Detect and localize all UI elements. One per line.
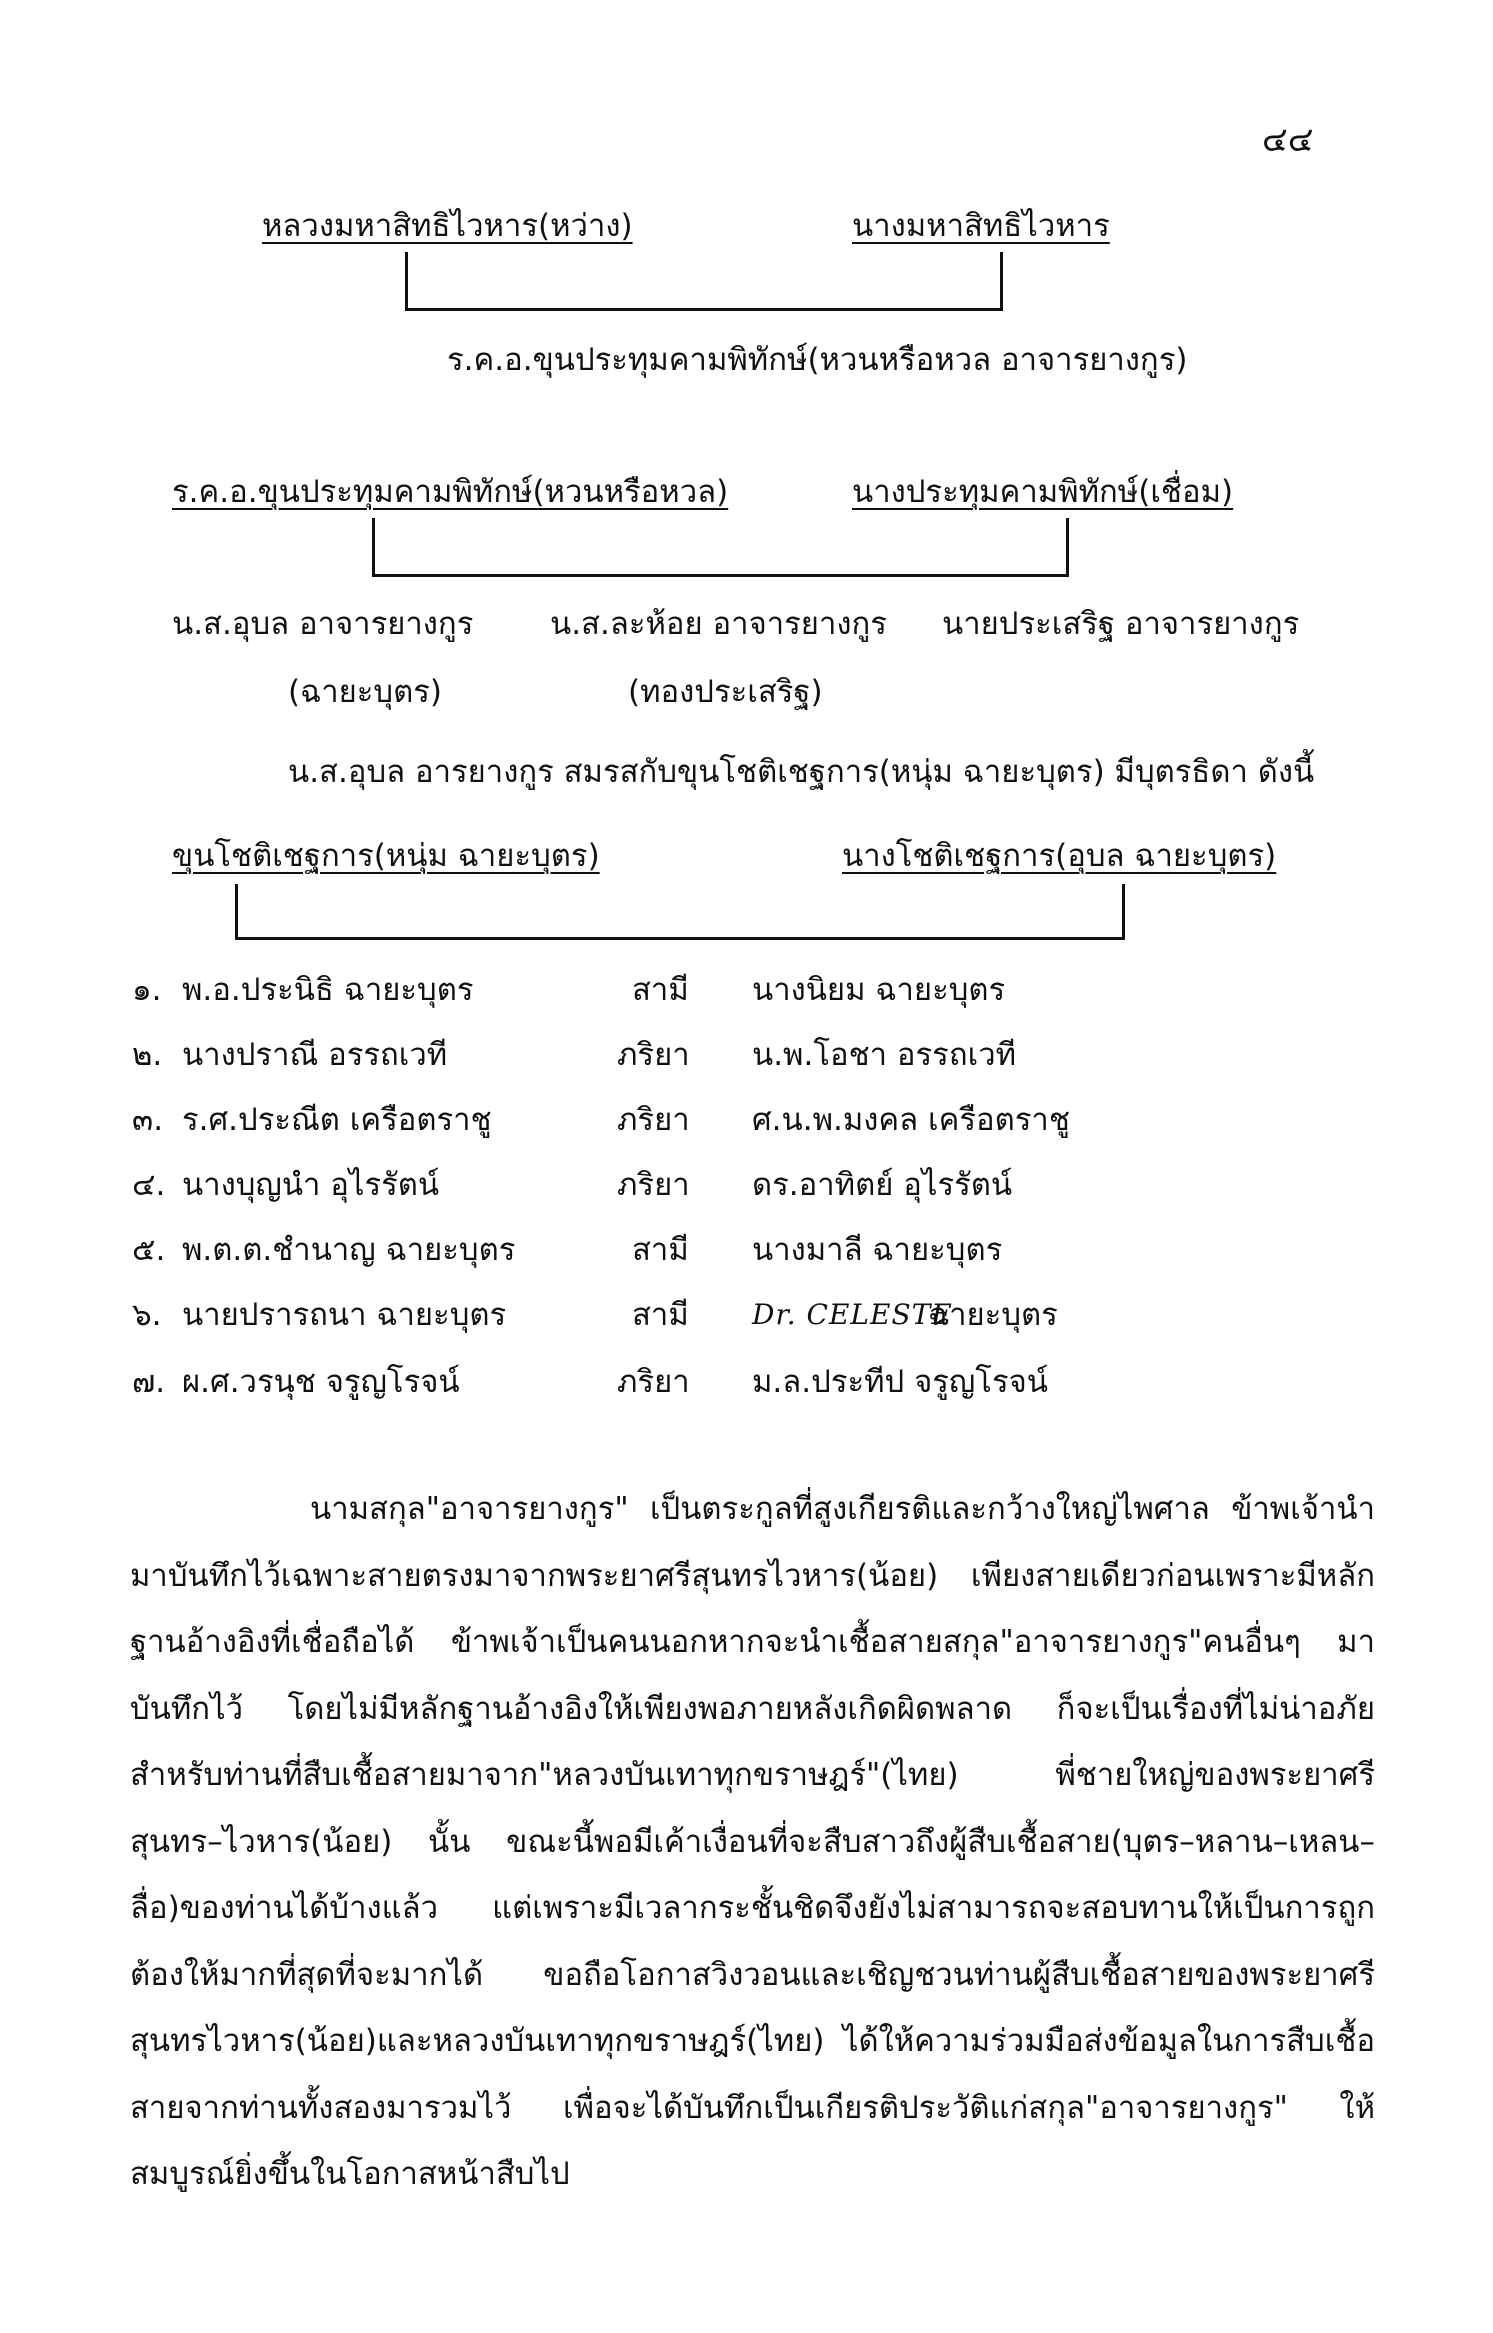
tree3-father: ขุนโชติเชฐการ(หนุ่ม ฉายะบุตร) xyxy=(172,838,600,874)
tree2-child-3: นายประเสริฐ อาจารยางกูร xyxy=(942,606,1300,642)
relation: สามี xyxy=(632,1297,689,1333)
child-name: นายปรารถนา ฉายะบุตร xyxy=(182,1297,507,1333)
child-name: นางบุญนำ อุไรรัตน์ xyxy=(182,1167,440,1203)
relation: สามี xyxy=(632,972,689,1008)
tree1-child: ร.ค.อ.ขุนประทุมคามพิทักษ์(หวนหรือหวล อาจารยางกูร) xyxy=(447,342,1188,378)
child-name: ผ.ศ.วรนุช จรูญโรจน์ xyxy=(182,1364,460,1400)
spouse-name: ดร.อาทิตย์ อุไรรัตน์ xyxy=(752,1167,1013,1203)
marriage-sentence: น.ส.อุบล อารยางกูร สมรสกับขุนโชติเชฐการ(หนุ่ม ฉายะบุตร) มีบุตรธิดา ดังนี้ xyxy=(288,754,1315,790)
spouse-handwritten: Dr. CELESTE xyxy=(752,1298,953,1331)
tree2-father: ร.ค.อ.ขุนประทุมคามพิทักษ์(หวนหรือหวล) xyxy=(172,474,729,510)
tree2-child-2-note: (ทองประเสริฐ) xyxy=(628,674,823,710)
tree3-left-drop xyxy=(235,884,238,939)
item-number: ๕. xyxy=(132,1232,166,1268)
tree2-child-1: น.ส.อุบล อาจารยางกูร xyxy=(172,606,474,642)
relation: ภริยา xyxy=(617,1364,690,1400)
spouse-surname: ฉายะบุตร xyxy=(928,1297,1058,1333)
tree1-bar xyxy=(405,308,1003,311)
spouse-name: นางมาลี ฉายะบุตร xyxy=(752,1232,1003,1268)
tree2-mother: นางประทุมคามพิทักษ์(เชื่อม) xyxy=(852,474,1234,510)
tree3-mother: นางโชติเชฐการ(อุบล ฉายะบุตร) xyxy=(842,838,1277,874)
item-number: ๑. xyxy=(132,972,162,1008)
item-number: ๒. xyxy=(132,1037,163,1073)
tree2-bar xyxy=(372,574,1069,577)
child-name: ร.ศ.ประณีต เครือตราชู xyxy=(182,1102,492,1138)
tree2-child-1-note: (ฉายะบุตร) xyxy=(288,674,442,710)
spouse-name: ศ.น.พ.มงคล เครือตราชู xyxy=(752,1102,1070,1138)
relation: ภริยา xyxy=(617,1037,690,1073)
page-number: ๔๔ xyxy=(1262,120,1314,160)
tree2-child-2: น.ส.ละห้อย อาจารยางกูร xyxy=(550,606,887,642)
tree1-left-drop xyxy=(405,252,408,310)
tree2-right-drop xyxy=(1066,518,1069,576)
spouse-name: น.พ.โอชา อรรถเวที xyxy=(752,1037,1017,1073)
tree1-mother: นางมหาสิทธิไวหาร xyxy=(852,208,1110,244)
tree3-bar xyxy=(235,937,1125,940)
item-number: ๓. xyxy=(132,1102,164,1138)
relation: ภริยา xyxy=(617,1102,690,1138)
item-number: ๗. xyxy=(132,1364,166,1400)
child-name: พ.อ.ประนิธิ ฉายะบุตร xyxy=(182,972,474,1008)
tree1-father: หลวงมหาสิทธิไวหาร(หว่าง) xyxy=(262,208,633,244)
item-number: ๖. xyxy=(132,1297,162,1333)
child-name: พ.ต.ต.ชำนาญ ฉายะบุตร xyxy=(182,1232,516,1268)
spouse-name: ม.ล.ประทีป จรูญโรจน์ xyxy=(752,1364,1048,1400)
child-name: นางปราณี อรรถเวที xyxy=(182,1037,448,1073)
spouse-name: นางนิยม ฉายะบุตร xyxy=(752,972,1006,1008)
tree1-right-drop xyxy=(1000,252,1003,310)
relation: สามี xyxy=(632,1232,689,1268)
tree2-left-drop xyxy=(372,518,375,576)
relation: ภริยา xyxy=(617,1167,690,1203)
body-paragraph: นามสกุล"อาจารยางกูร" เป็นตระกูลที่สูงเกียรติและกว้างใหญ่ไพศาล ข้าพเจ้านำมาบันทึกไว้เฉพาะสายตรงมาจากพระยาศรีสุนทรไวหาร(น้อย) เพียงสายเดียวก่อนเพราะมีหลักฐานอ้างอิงที่เชื่อถือได้ ข้าพเจ้าเป็นคนนอกหากจะนำเชื้อสายสกุล"อาจารยางกูร"คนอื่นๆ มาบันทึกไว้ โดยไม่มีหลักฐานอ้างอิงให้เพียงพอภายหลังเกิดผิดพลาด ก็จะเป็นเรื่องที่ไม่น่าอภัยสำหรับท่านที่สืบเชื้อสายมาจาก"หลวงบันเทาทุกขราษฎร์"(ไทย) พี่ชายใหญ่ของพระยาศรีสุนทร–ไวหาร(น้อย) นั้น ขณะนี้พอมีเค้าเงื่อนที่จะสืบสาวถึงผู้สืบเชื้อสาย(บุตร–หลาน–เหลน–ลื่อ)ของท่านได้บ้างแล้ว แต่เพราะมีเวลากระชั้นชิดจึงยังไม่สามารถจะสอบทานให้เป็นการถูกต้องให้มากที่สุดที่จะมากได้ ขอถือโอกาสวิงวอนและเชิญชวนท่านผู้สืบเชื้อสายของพระยาศรีสุนทรไวหาร(น้อย)และหลวงบันเทาทุกขราษฎร์(ไทย) ได้ให้ความร่วมมือส่งข้อมูลในการสืบเชื้อสายจากท่านทั้งสองมารวมไว้ เพื่อจะได้บันทึกเป็นเกียรติประวัติแก่สกุล"อาจารยางกูร" ให้สมบูรณ์ยิ่งขึ้นในโอกาสหน้าสืบไป xyxy=(130,1491,1375,2192)
item-number: ๔. xyxy=(132,1167,166,1203)
tree3-right-drop xyxy=(1122,884,1125,939)
